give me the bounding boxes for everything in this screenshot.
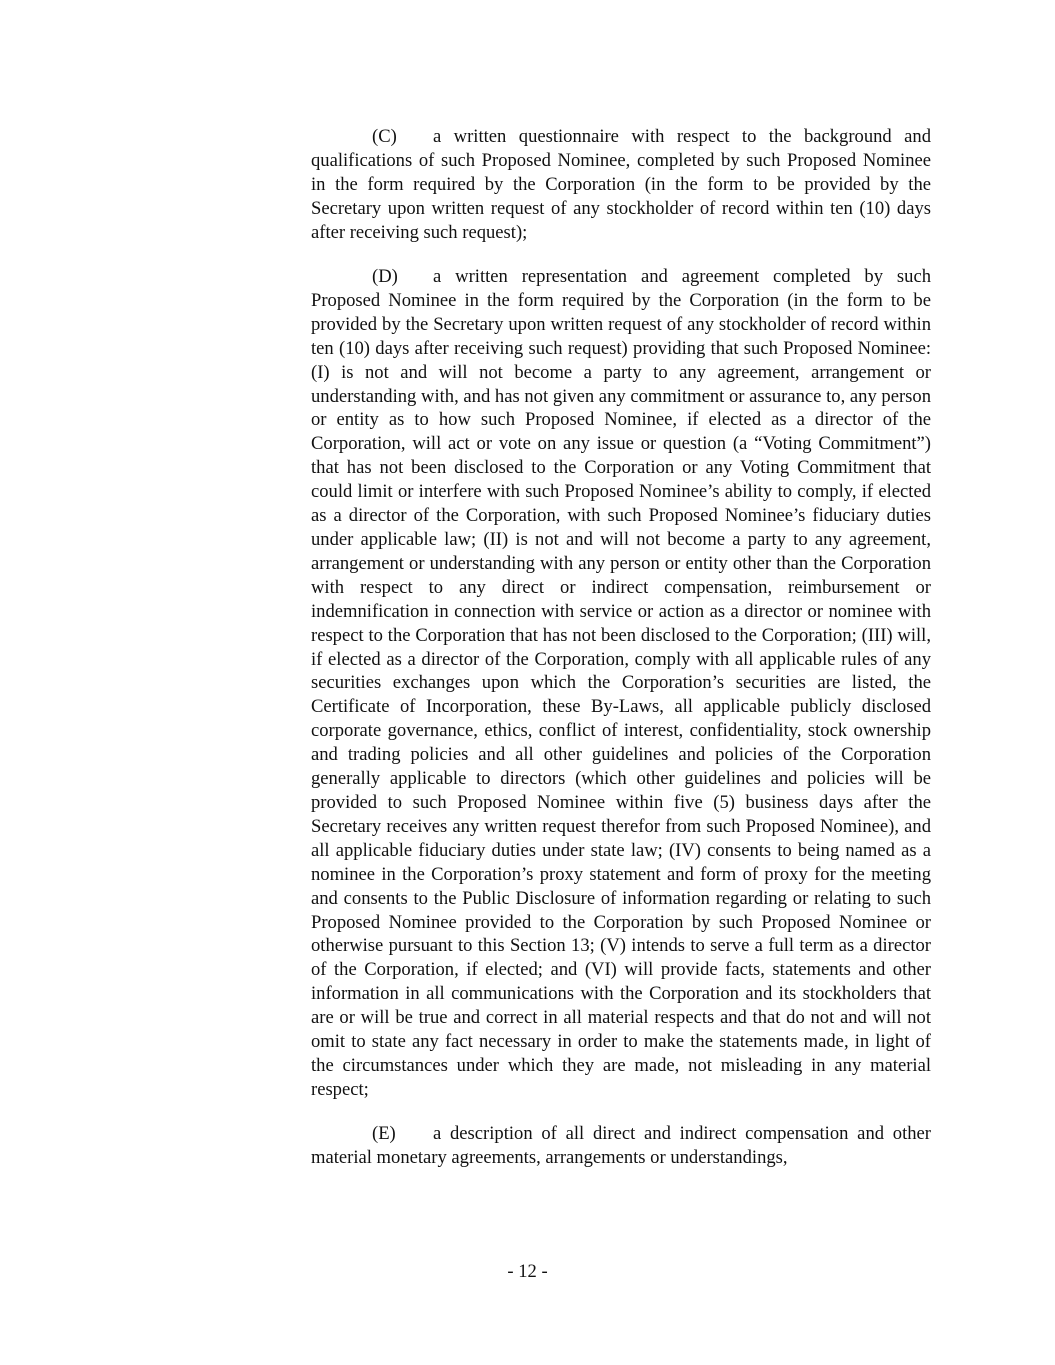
paragraph-label: (E) xyxy=(372,1123,396,1145)
paragraph-e xyxy=(311,1122,931,1170)
page-number: - 12 - xyxy=(507,1261,548,1282)
paragraph-label: (C) xyxy=(372,126,397,147)
paragraph-label: (D) xyxy=(372,266,398,288)
paragraph-d xyxy=(311,265,931,1102)
paragraph-text: a written representation and agreement completed by such Proposed Nominee in the form required by the Corporation (in the form to be provided by the Secretary upon written request of any stockholder of record within ten (10) days after receiving such request) providing that such Proposed Nominee: (I) is not and will not become a party to any agreement, arrangement or understanding with, and has not given any commitment or assurance to, any person or entity as to how such Proposed Nominee, if elected as a director of the Corporation, will act or vote on any issue or question (a “Voting Commitment”) that has not been disclosed to the Corporation or any Voting Commitment that could limit or interfere with such Proposed Nominee’s ability to comply, if elected as a director of the Corporation, with such Proposed Nominee’s fiduciary duties under applicable law; (II) is not and will not become a party to any agreement, arrangement or understanding with any person or entity other than the Corporation with respect to any direct or indirect compensation, reimbursement or indemnification in connection with service or action as a director or nominee with respect to the Corporation that has not been disclosed to the Corporation; (III) will, if elected as a director of the Corporation, comply with all applicable rules of any securities exchanges upon which the Corporation’s securities are listed, the Certificate of Incorporation, these By-Laws, all applicable publicly disclosed corporate governance, ethics, conflict of interest, confidentiality, stock ownership and trading policies and all other guidelines and policies of the Corporation generally applicable to directors (which other guidelines and policies will be provided to such Proposed Nominee within five (5) business days after the Secretary receives any written request therefor from such Proposed Nominee), and all applicable fiduciary duties under state law; (IV) consents to being named as a nominee in the Corporation’s proxy statement and form of proxy for the meeting and consents to the Public Disclosure of information regarding or relating to such Proposed Nominee provided to the Corporation by such Proposed Nominee or otherwise pursuant to this Section 13; (V) intends to serve a full term as a director of the Corporation, if elected; and (VI) will provide facts, statements and other information in all communications with the Corporation and its stockholders that are or will be true and correct in all material respects and that do not and will not omit to state any fact necessary in order to make the statements made, in light of the circumstances under which they are made, not misleading in any material respect; xyxy=(311,266,931,1100)
body-text xyxy=(311,125,931,1191)
paragraph-text: a written questionnaire with respect to the background and qualifications of such Proposed Nominee, completed by such Proposed Nominee in the form required by the Corporation (in the form to be provided by the Secretary upon written request of any stockholder of record within ten (10) days after receiving such request); xyxy=(311,126,931,243)
paragraph-text: a description of all direct and indirect compensation and other material monetary agreements, arrangements or understandings, xyxy=(311,1123,931,1169)
paragraph-c xyxy=(311,125,931,245)
